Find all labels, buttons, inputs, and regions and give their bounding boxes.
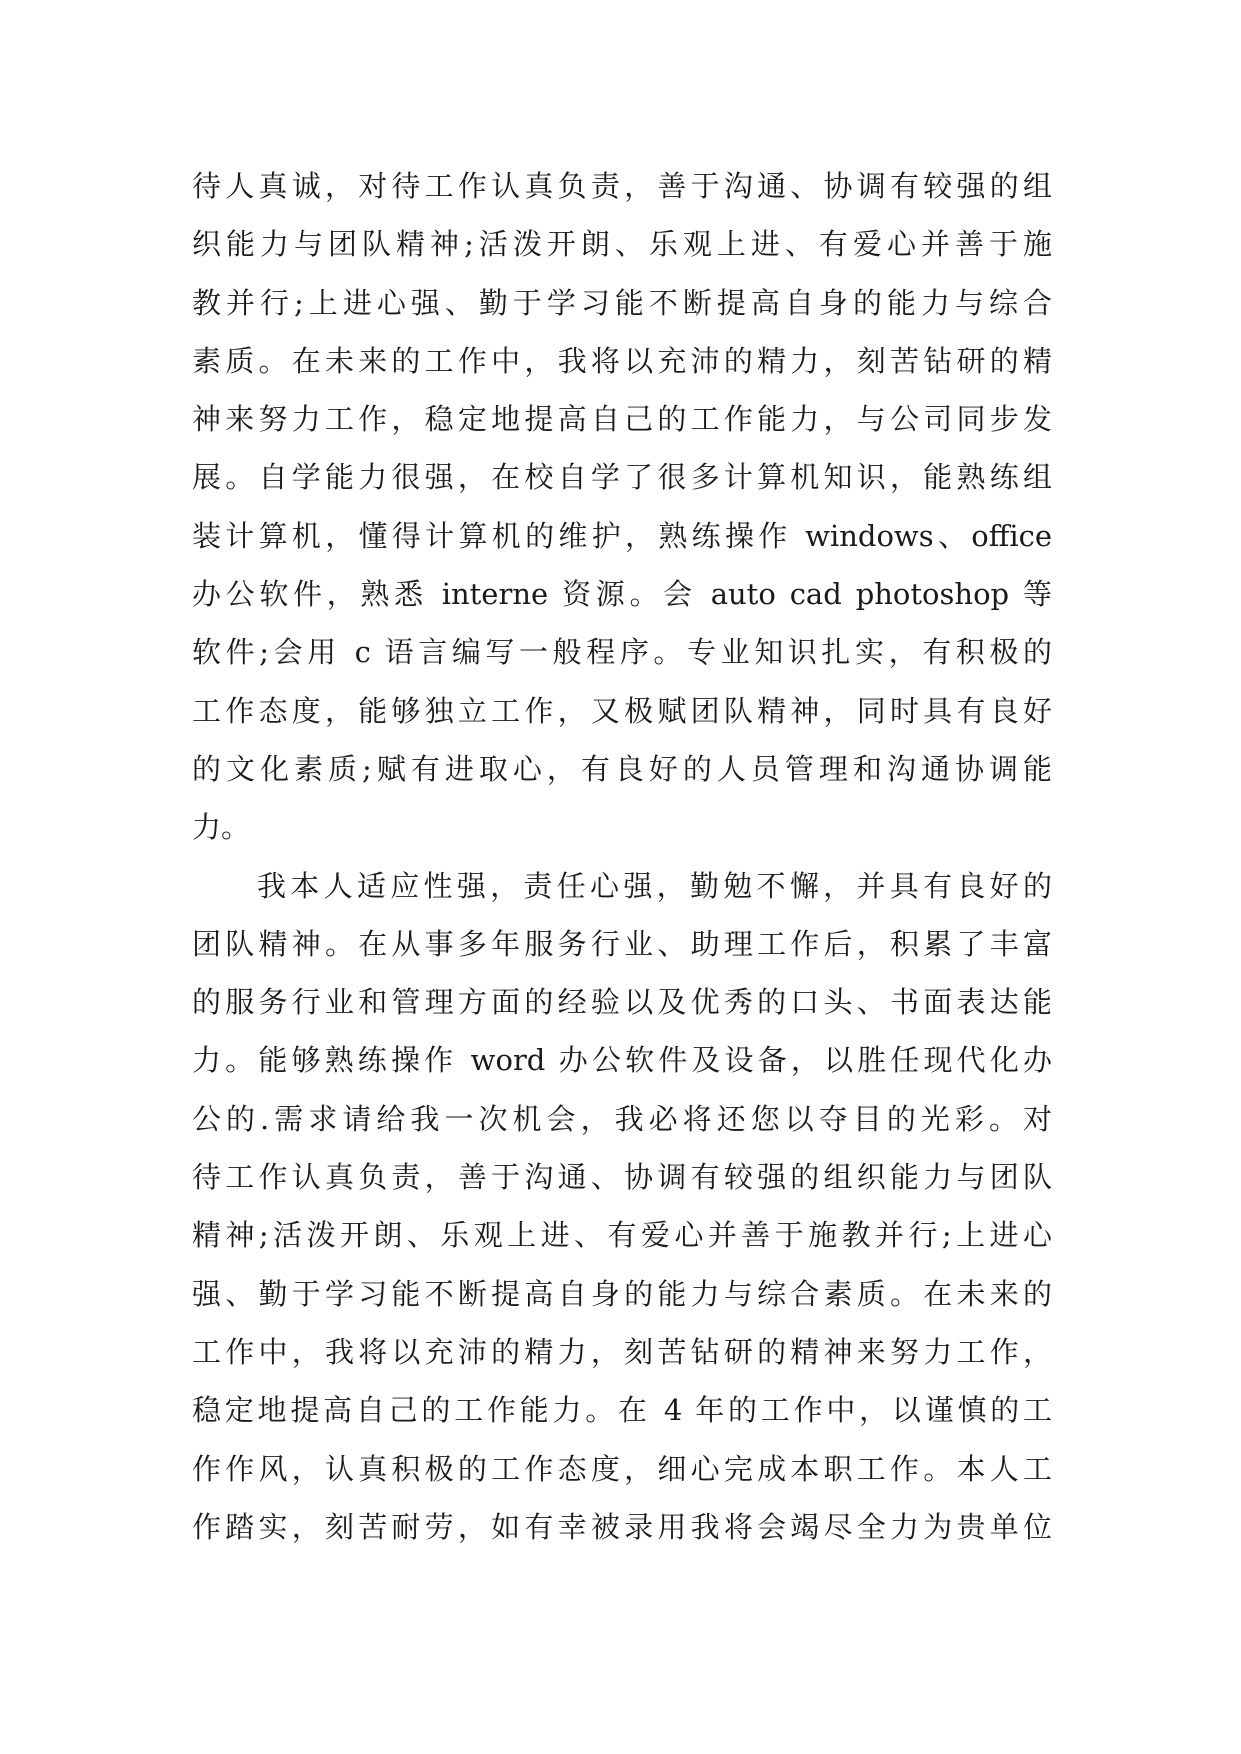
text-line: 强、勤于学习能不断提高自身的能力与综合素质。在未来的 xyxy=(192,1276,1052,1311)
text-line: 待人真诚，对待工作认真负责，善于沟通、协调有较强的组 xyxy=(192,169,1052,203)
text-line: 公的.需求请给我一次机会，我必将还您以夺目的光彩。对 xyxy=(192,1101,1052,1136)
text-line: 团队精神。在从事多年服务行业、助理工作后，积累了丰富 xyxy=(192,926,1052,961)
paragraph-1 xyxy=(192,157,1052,857)
text-line: 织能力与团队精神;活泼开朗、乐观上进、有爱心并善于施 xyxy=(192,227,1052,262)
text-line: 我本人适应性强，责任心强，勤勉不懈，并具有良好的 xyxy=(257,868,1052,903)
text-line: 工作态度，能够独立工作，又极赋团队精神，同时具有良好 xyxy=(192,693,1052,728)
text-line: 工作中，我将以充沛的精力，刻苦钻研的精神来努力工作， xyxy=(192,1334,1052,1369)
text-line: 的服务行业和管理方面的经验以及优秀的口头、书面表达能 xyxy=(192,985,1052,1020)
text-line: 教并行;上进心强、勤于学习能不断提高自身的能力与综合 xyxy=(192,285,1052,320)
text-line: 展。自学能力很强，在校自学了很多计算机知识，能熟练组 xyxy=(192,460,1052,495)
text-line: 作踏实，刻苦耐劳，如有幸被录用我将会竭尽全力为贵单位 xyxy=(192,1509,1052,1544)
text-line: 装计算机，懂得计算机的维护，熟练操作 windows、office xyxy=(192,518,1052,553)
text-line: 的文化素质;赋有进取心，有良好的人员管理和沟通协调能 xyxy=(192,751,1052,786)
body-text xyxy=(192,157,1052,1556)
text-line: 作作风，认真积极的工作态度，细心完成本职工作。本人工 xyxy=(192,1451,1052,1486)
text-line: 稳定地提高自己的工作能力。在 4 年的工作中，以谨慎的工 xyxy=(192,1393,1052,1428)
text-line: 素质。在未来的工作中，我将以充沛的精力，刻苦钻研的精 xyxy=(192,343,1052,378)
paragraph-2 xyxy=(192,857,1052,1557)
text-line: 软件;会用 c 语言编写一般程序。专业知识扎实，有积极的 xyxy=(192,635,1052,670)
text-line: 办公软件，熟悉 interne 资源。会 auto cad photoshop 等 xyxy=(192,577,1052,612)
text-line: 精神;活泼开朗、乐观上进、有爱心并善于施教并行;上进心 xyxy=(192,1218,1052,1253)
text-line: 力。 xyxy=(192,810,251,845)
text-line: 力。能够熟练操作 word 办公软件及设备，以胜任现代化办 xyxy=(192,1043,1052,1078)
text-line: 神来努力工作，稳定地提高自己的工作能力，与公司同步发 xyxy=(192,402,1052,437)
text-line: 待工作认真负责，善于沟通、协调有较强的组织能力与团队 xyxy=(192,1160,1052,1195)
